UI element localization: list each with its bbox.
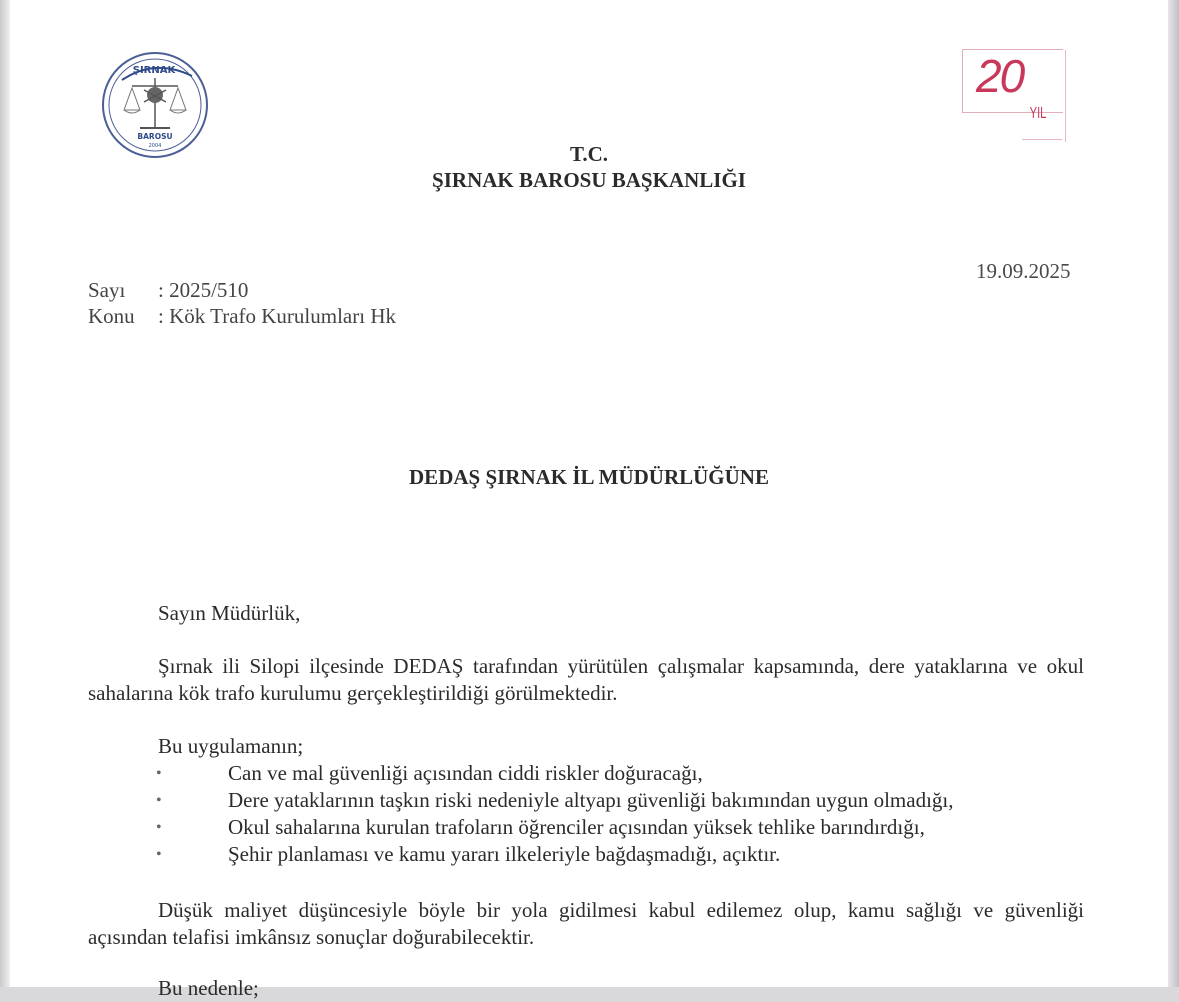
list-item [88, 814, 954, 841]
header-line-1: T.C. [569, 142, 609, 166]
bullet-icon: • [156, 792, 162, 809]
document-date: 19.09.2025 [976, 259, 1071, 283]
list-item [88, 841, 954, 868]
list-item [88, 787, 954, 814]
page-edge-right [1168, 0, 1179, 987]
page-edge-left [0, 0, 10, 987]
paragraph-2: Düşük maliyet düşüncesiyle böyle bir yola gidilmesi kabul edilemez olup, kamu sağlığı ve güvenliği açısından telafisi imkânsız sonuçlar doğurabilecektir. [88, 898, 1084, 949]
meta-sayi-label: Sayı [88, 278, 126, 302]
bullet-icon: • [156, 765, 162, 782]
document-page [10, 0, 1168, 1000]
meta-sayi [88, 278, 248, 303]
meta-sayi-value: : 2025/510 [158, 278, 249, 302]
paragraph-1: Şırnak ili Silopi ilçesinde DEDAŞ tarafından yürütülen çalışmalar kapsamında, dere yataklarına ve okul sahalarına kök trafo kurulumu gerçekleştirildiği görülmektedir. [88, 654, 1084, 705]
meta-konu-label: Konu [88, 304, 135, 328]
bullet-list [88, 760, 954, 868]
addressee: DEDAŞ ŞIRNAK İL MÜDÜRLÜĞÜNE [409, 465, 769, 489]
list-item-text: Okul sahalarına kurulan trafoların öğrenciler açısından yüksek tehlike barındırdığı, [228, 815, 925, 839]
stamp-number: 20 [976, 50, 1024, 102]
meta-konu-value: : Kök Trafo Kurulumları Hk [158, 304, 396, 328]
logo-top-text: ŞIRNAK [132, 65, 176, 76]
logo-bottom-text: BAROSU [137, 132, 173, 141]
bullet-icon: • [156, 846, 162, 863]
logo-year: 2004 [148, 143, 162, 149]
list-item-text: Dere yataklarının taşkın riski nedeniyle altyapı güvenliği bakımından uygun olmadığı, [228, 788, 954, 812]
stamp-unit: YIL [1029, 105, 1047, 122]
list-item-text: Şehir planlaması ve kamu yararı ilkeleriyle bağdaşmadığı, açıktır. [228, 842, 781, 866]
list-intro: Bu uygulamanın; [158, 734, 304, 758]
anniversary-stamp [962, 47, 1066, 141]
list-item-text: Can ve mal güvenliği açısından ciddi riskler doğuracağı, [228, 761, 703, 785]
bullet-icon: • [156, 819, 162, 836]
list-item [88, 760, 954, 787]
header-line-2: ŞIRNAK BAROSU BAŞKANLIĞI [432, 168, 746, 192]
salutation: Sayın Müdürlük, [158, 601, 301, 625]
meta-konu [88, 304, 396, 329]
partial-line: Bu nedenle; [158, 976, 259, 1000]
